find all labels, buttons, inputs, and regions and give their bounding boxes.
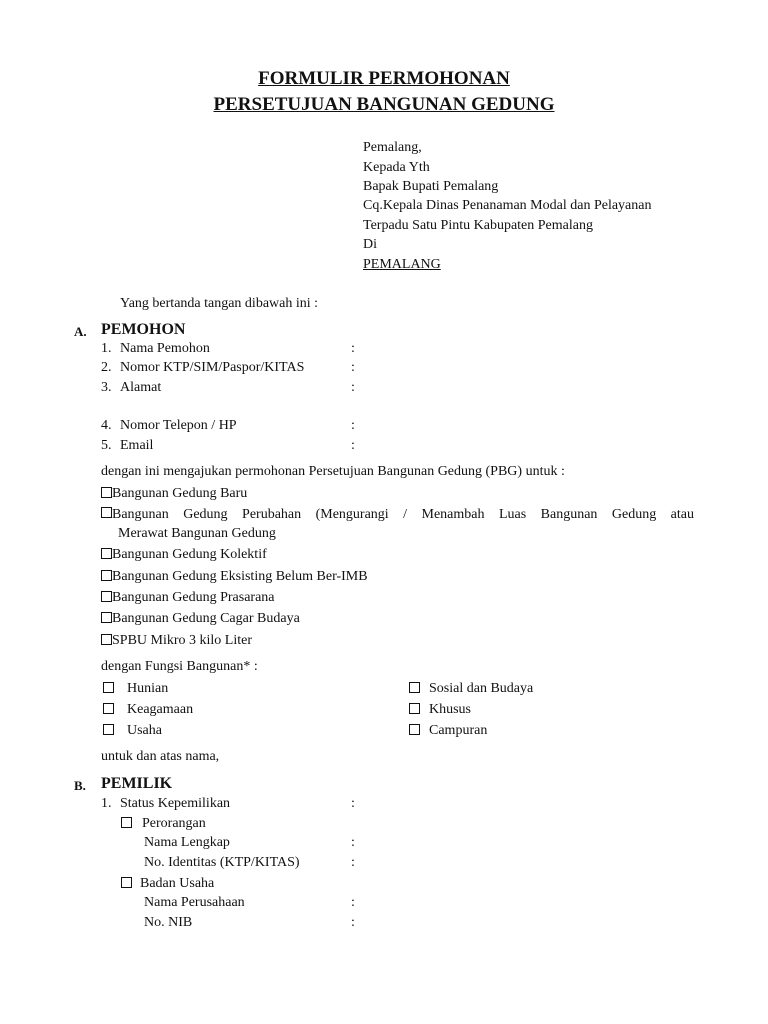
pbg-option-perubahan-continued: Merawat Bangunan Gedung: [118, 526, 276, 541]
field-label-alamat: Alamat: [120, 380, 162, 395]
field-label-telepon: Nomor Telepon / HP: [120, 418, 237, 433]
pbg-intro: dengan ini mengajukan permohonan Persetujuan Bangunan Gedung (PBG) untuk :: [101, 464, 565, 479]
fungsi-option-campuran[interactable]: [409, 723, 487, 739]
checkbox-icon[interactable]: [121, 817, 132, 828]
checkbox-icon[interactable]: [101, 487, 112, 498]
address-cq: Cq.Kepala Dinas Penanaman Modal dan Pelayanan: [363, 198, 652, 213]
field-label-nama-perusahaan: Nama Perusahaan: [144, 895, 245, 910]
field-colon: :: [351, 855, 355, 870]
checkbox-icon[interactable]: [409, 682, 420, 693]
owner-option-badan-usaha[interactable]: [121, 876, 214, 892]
fungsi-option-label: Keagamaan: [127, 702, 194, 717]
pbg-option-eksisting[interactable]: [101, 569, 368, 585]
fungsi-option-hunian[interactable]: [103, 681, 168, 697]
checkbox-icon[interactable]: [409, 724, 420, 735]
field-colon: :: [351, 341, 355, 356]
address-di: Di: [363, 237, 377, 252]
section-a-title: PEMOHON: [101, 321, 186, 338]
checkbox-icon[interactable]: [103, 703, 114, 714]
field-colon: :: [351, 895, 355, 910]
intro-text: Yang bertanda tangan dibawah ini :: [120, 296, 319, 311]
field-num: 5.: [101, 438, 112, 453]
field-label-nama-lengkap: Nama Lengkap: [144, 835, 230, 850]
owner-option-label: Badan Usaha: [140, 876, 215, 891]
checkbox-icon[interactable]: [101, 548, 112, 559]
pbg-option-label: Bangunan Gedung Baru: [112, 486, 248, 501]
pbg-option-perubahan[interactable]: [101, 507, 694, 523]
checkbox-icon[interactable]: [101, 612, 112, 623]
field-label-email: Email: [120, 438, 154, 453]
field-colon: :: [351, 796, 355, 811]
field-label-nama-pemohon: Nama Pemohon: [120, 341, 210, 356]
pbg-option-label: Bangunan Gedung Cagar Budaya: [112, 611, 300, 626]
fungsi-option-khusus[interactable]: [409, 702, 471, 718]
section-b-letter: B.: [74, 778, 86, 793]
pbg-option-label: Bangunan Gedung Perubahan (Mengurangi / Menambah Luas Bangunan Gedung atau: [112, 507, 694, 522]
pbg-option-label: SPBU Mikro 3 kilo Liter: [112, 633, 253, 648]
section-b-title: PEMILIK: [101, 775, 173, 792]
fungsi-option-label: Khusus: [429, 702, 472, 717]
fungsi-intro: dengan Fungsi Bangunan* :: [101, 659, 258, 674]
checkbox-icon[interactable]: [101, 634, 112, 645]
field-colon: :: [351, 360, 355, 375]
field-colon: :: [351, 438, 355, 453]
checkbox-icon[interactable]: [103, 682, 114, 693]
address-city: Pemalang,: [363, 140, 422, 155]
section-a-letter: A.: [74, 324, 87, 339]
checkbox-icon[interactable]: [103, 724, 114, 735]
field-colon: :: [351, 835, 355, 850]
address-place: PEMALANG: [363, 257, 441, 272]
pbg-option-label: Bangunan Gedung Eksisting Belum Ber-IMB: [112, 569, 368, 584]
pbg-option-cagar-budaya[interactable]: [101, 611, 300, 627]
fungsi-option-label: Hunian: [127, 681, 169, 696]
fungsi-option-label: Campuran: [429, 723, 488, 738]
address-cq-continued: Terpadu Satu Pintu Kabupaten Pemalang: [363, 218, 593, 233]
field-num: 2.: [101, 360, 112, 375]
fungsi-option-sosial-budaya[interactable]: [409, 681, 533, 697]
field-num: 1.: [101, 796, 112, 811]
form-title-line2: PERSETUJUAN BANGUNAN GEDUNG: [213, 94, 555, 115]
checkbox-icon[interactable]: [121, 877, 132, 888]
field-label-no-nib: No. NIB: [144, 915, 193, 930]
fungsi-option-label: Usaha: [127, 723, 162, 738]
atas-nama-text: untuk dan atas nama,: [101, 749, 220, 764]
checkbox-icon[interactable]: [101, 570, 112, 581]
field-label-status-kepemilikan: Status Kepemilikan: [120, 796, 231, 811]
field-num: 4.: [101, 418, 112, 433]
field-num: 1.: [101, 341, 112, 356]
pbg-option-prasarana[interactable]: [101, 590, 275, 606]
pbg-option-kolektif[interactable]: [101, 547, 267, 563]
field-colon: :: [351, 380, 355, 395]
owner-option-perorangan[interactable]: [121, 816, 206, 832]
pbg-option-baru[interactable]: [101, 486, 247, 502]
checkbox-icon[interactable]: [409, 703, 420, 714]
checkbox-icon[interactable]: [101, 591, 112, 602]
field-num: 3.: [101, 380, 112, 395]
fungsi-option-label: Sosial dan Budaya: [429, 681, 534, 696]
owner-option-label: Perorangan: [142, 816, 206, 831]
field-label-nomor-ktp: Nomor KTP/SIM/Paspor/KITAS: [120, 360, 305, 375]
field-label-no-identitas: No. Identitas (KTP/KITAS): [144, 855, 300, 870]
pbg-option-label: Bangunan Gedung Kolektif: [112, 547, 267, 562]
pbg-option-spbu[interactable]: [101, 633, 252, 649]
field-colon: :: [351, 418, 355, 433]
fungsi-option-usaha[interactable]: [103, 723, 162, 739]
fungsi-option-keagamaan[interactable]: [103, 702, 193, 718]
form-title-line1: FORMULIR PERMOHONAN: [258, 68, 510, 89]
address-to: Kepada Yth: [363, 160, 430, 175]
checkbox-icon[interactable]: [101, 507, 112, 518]
address-recipient: Bapak Bupati Pemalang: [363, 179, 499, 194]
pbg-option-label: Bangunan Gedung Prasarana: [112, 590, 275, 605]
field-colon: :: [351, 915, 355, 930]
